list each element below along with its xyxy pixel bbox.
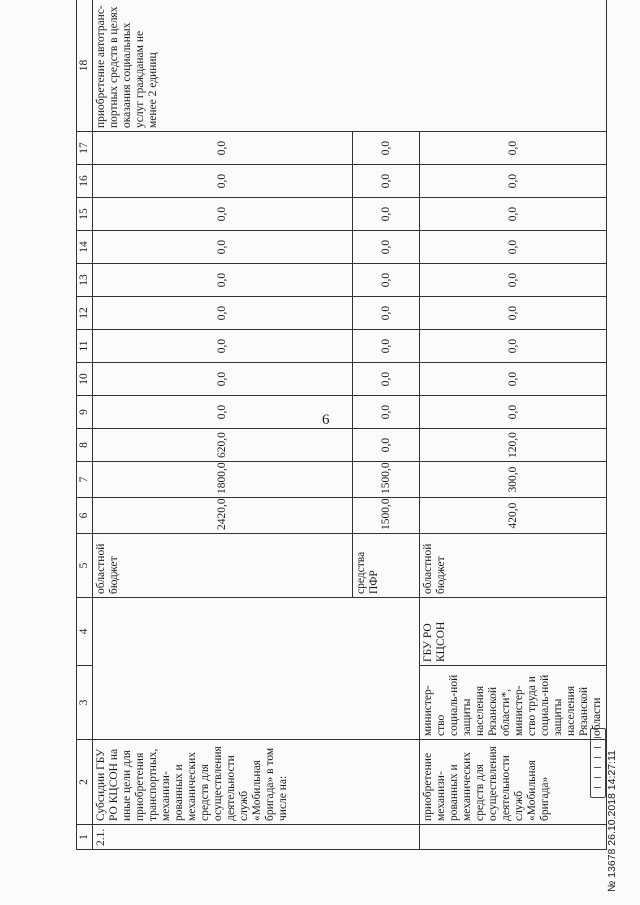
value-cell: 0,0 [420, 132, 607, 165]
value-cell: 300,0 [420, 462, 607, 498]
value-cell: 0,0 [353, 429, 420, 462]
value-cell: 0,0 [353, 297, 420, 330]
col-num: 8 [77, 429, 93, 462]
row-number [420, 825, 607, 850]
value-cell: 0,0 [353, 330, 420, 363]
funding-source: областной бюджет [420, 534, 607, 598]
value-cell: 0,0 [93, 198, 353, 231]
value-cell: 0,0 [420, 363, 607, 396]
row-description: Субсидии ГБУ РО КЦСОН на иные цели для приобретения транспортных, механизи-рованных и механических средств для осуществления деятельности служб «Мобильная бригада» в том числе на: [93, 740, 420, 825]
col-num: 2 [77, 740, 93, 825]
value-cell: 0,0 [93, 264, 353, 297]
value-cell: 0,0 [420, 396, 607, 429]
responsible: министер-ство социаль-ной защиты населения Рязанской области*, министер-ство труда и социаль-ной защиты населения Рязанской области [420, 666, 607, 740]
value-cell: 1500,0 [353, 462, 420, 498]
col-num: 11 [77, 330, 93, 363]
value-cell: 0,0 [353, 396, 420, 429]
col-num: 7 [77, 462, 93, 498]
col-num: 1 [77, 825, 93, 850]
responsible-empty [93, 666, 420, 740]
col-num: 9 [77, 396, 93, 429]
value-cell: 0,0 [420, 297, 607, 330]
col-num: 5 [77, 534, 93, 598]
value-cell: 0,0 [420, 198, 607, 231]
table-row [93, 0, 353, 850]
value-cell: 0,0 [420, 264, 607, 297]
value-cell: 0,0 [353, 363, 420, 396]
col-num: 4 [77, 598, 93, 666]
col-num: 14 [77, 231, 93, 264]
value-cell: 0,0 [353, 264, 420, 297]
value-cell: 1800,0 [93, 462, 353, 498]
value-cell: 0,0 [353, 132, 420, 165]
row-description: приобретение механизи-рованных и механических средств для осуществления деятельности служб «Мобильная бригада» [420, 740, 607, 825]
doc-datetime: 26.10.2018 14:27:11 [606, 750, 618, 846]
funding-source: областной бюджет [93, 534, 353, 598]
value-cell: 0,0 [353, 231, 420, 264]
col-num: 6 [77, 498, 93, 534]
budget-table [76, 0, 607, 850]
value-cell: 0,0 [93, 132, 353, 165]
budget-table-rotated [76, 5, 603, 850]
value-cell: 0,0 [93, 165, 353, 198]
registry-stamp-icon [590, 728, 606, 798]
expected-result: приобретение автотранс-портных средств в целях оказания социальных услуг гражданам не менее 2 единиц [93, 0, 607, 132]
col-num: 17 [77, 132, 93, 165]
doc-number: № 13678 [606, 848, 618, 892]
value-cell: 0,0 [353, 198, 420, 231]
page-number: 6 [322, 412, 330, 428]
funding-source: средства ПФР [353, 534, 420, 598]
value-cell: 0,0 [93, 231, 353, 264]
value-cell: 0,0 [93, 330, 353, 363]
value-cell: 120,0 [420, 429, 607, 462]
value-cell: 0,0 [420, 330, 607, 363]
executor-empty [93, 598, 420, 666]
executor: ГБУ РО КЦСОН [420, 598, 607, 666]
col-num: 18 [77, 0, 93, 132]
value-cell: 0,0 [93, 363, 353, 396]
value-cell: 0,0 [93, 297, 353, 330]
col-num: 10 [77, 363, 93, 396]
value-cell: 0,0 [420, 231, 607, 264]
col-num: 3 [77, 666, 93, 740]
col-num: 13 [77, 264, 93, 297]
col-num: 12 [77, 297, 93, 330]
value-total: 1500,0 [353, 498, 420, 534]
value-cell: 620,0 [93, 429, 353, 462]
column-number-row [77, 0, 93, 850]
value-cell: 0,0 [93, 396, 353, 429]
value-cell: 0,0 [353, 165, 420, 198]
value-total: 2420,0 [93, 498, 353, 534]
row-number: 2.1. [93, 825, 420, 850]
col-num: 15 [77, 198, 93, 231]
col-num: 16 [77, 165, 93, 198]
value-cell: 0,0 [420, 165, 607, 198]
registration-stamp-text [606, 750, 618, 892]
value-total: 420,0 [420, 498, 607, 534]
